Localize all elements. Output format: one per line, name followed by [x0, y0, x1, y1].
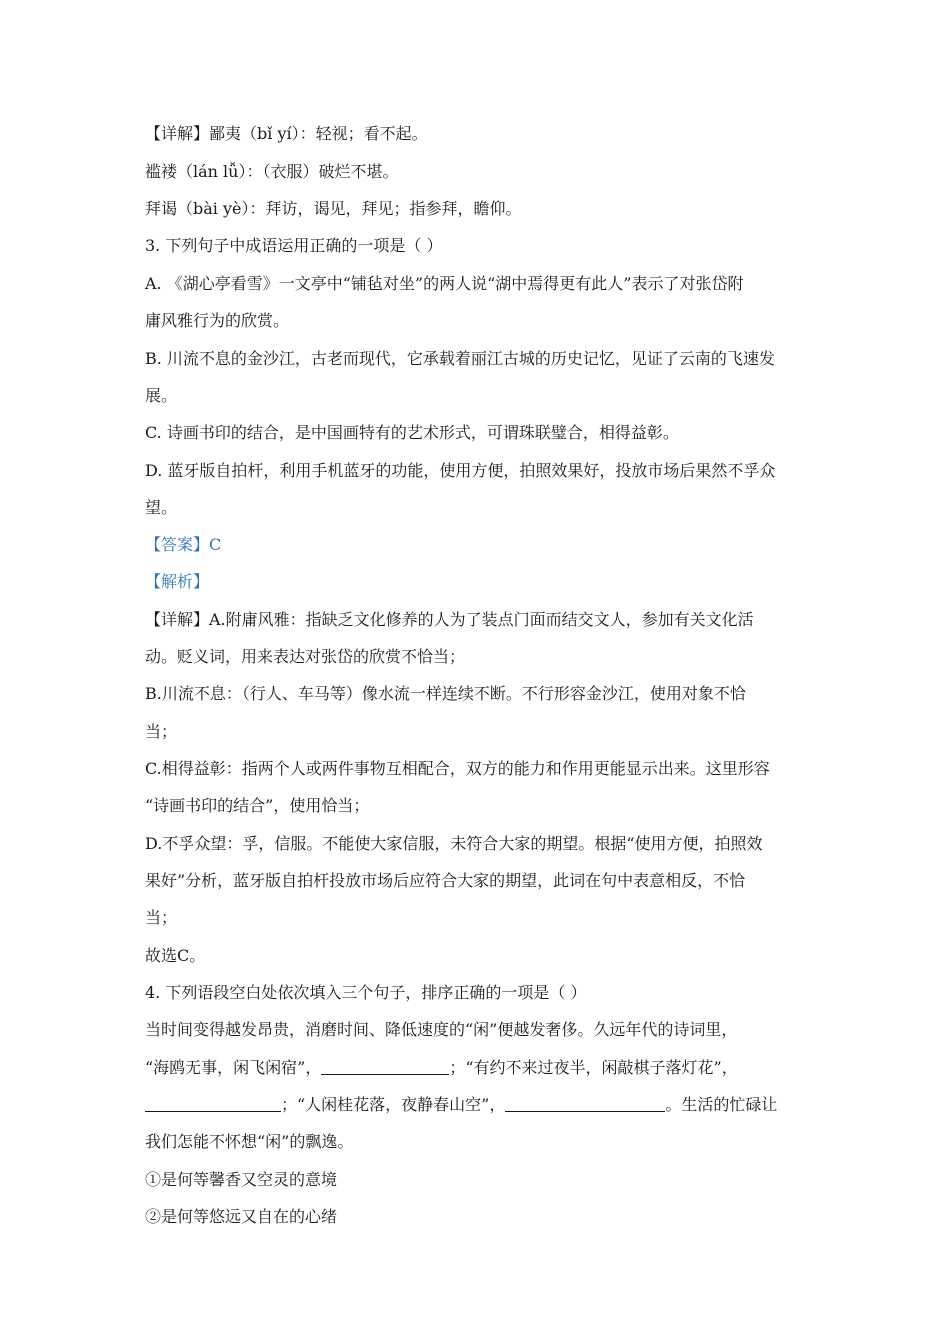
detail-line: 当；: [145, 722, 178, 741]
option-b-cont: 展。: [145, 386, 178, 405]
fill-blank: [145, 1097, 281, 1112]
detail-line: C.相得益彰：指两个人或两件事物互相配合，双方的能力和作用更能显示出来。这里形容: [145, 759, 770, 778]
detail-line: 动。贬义词，用来表达对张岱的欣赏不恰当；: [145, 647, 466, 666]
option-a: A. 《湖心亭看雪》一文亭中“铺毡对坐”的两人说“湖中焉得更有此人”表示了对张岱附: [145, 274, 744, 293]
detail-line: 果好”分析，蓝牙版自拍杆投放市场后应符合大家的期望，此词在句中表意相反，不恰: [145, 871, 746, 890]
explanation-line: 拜谒（bài yè）：拜访，谒见，拜见；指参拜，瞻仰。: [145, 199, 522, 218]
option-c: C. 诗画书印的结合，是中国画特有的艺术形式，可谓珠联璧合，相得益彰。: [145, 423, 679, 442]
passage-text: ；“有约不来过夜半，闲敲棋子落灯花”，: [449, 1058, 738, 1077]
question-4-stem: 4. 下列语段空白处依次填入三个句子，排序正确的一项是（ ）: [145, 983, 587, 1002]
option-b: B. 川流不息的金沙江，古老而现代，它承载着丽江古城的历史记忆，见证了云南的飞速发: [145, 349, 775, 368]
passage-text: ；“人闲桂花落，夜静春山空”，: [281, 1095, 506, 1114]
option-d: D. 蓝牙版自拍杆，利用手机蓝牙的功能，使用方便，拍照效果好，投放市场后果然不孚众: [145, 461, 776, 480]
detail-line: “诗画书印的结合”，使用恰当；: [145, 796, 370, 815]
option-d-cont: 望。: [145, 498, 178, 517]
explanation-line: 【详解】鄙夷（bǐ yí）：轻视；看不起。: [145, 124, 428, 143]
fill-blank: [321, 1060, 449, 1075]
sentence-option-2: ②是何等悠远又自在的心绪: [145, 1207, 338, 1226]
option-a-cont: 庸风雅行为的欣赏。: [145, 311, 290, 330]
answer-label: 【答案】C: [145, 535, 222, 554]
sentence-option-1: ①是何等馨香又空灵的意境: [145, 1170, 338, 1189]
conclusion-line: 故选C。: [145, 946, 206, 965]
passage-text: “海鸥无事，闲飞闲宿”，: [145, 1058, 322, 1077]
passage-line-blanks-1: [145, 1058, 738, 1078]
detail-line: 【详解】A.附庸风雅：指缺乏文化修养的人为了装点门面而结交文人，参加有关文化活: [145, 610, 754, 629]
question-3-stem: 3. 下列句子中成语运用正确的一项是（ ）: [145, 236, 443, 255]
passage-line: 我们怎能不怀想“闲”的飘逸。: [145, 1132, 354, 1151]
passage-text: 。生活的忙碌让: [665, 1095, 778, 1114]
passage-line: 当时间变得越发昂贵，消磨时间、降低速度的“闲”便越发奢侈。久远年代的诗词里，: [145, 1020, 738, 1039]
explanation-line: 褴褛（lán lǚ）：（衣服）破烂不堪。: [145, 162, 399, 181]
analysis-label: 【解析】: [145, 572, 210, 591]
passage-line-blanks-2: [145, 1095, 777, 1115]
detail-line: 当；: [145, 908, 178, 927]
fill-blank: [505, 1097, 665, 1112]
detail-line: B.川流不息：（行人、车马等）像水流一样连续不断。不行形容金沙江，使用对象不恰: [145, 684, 746, 703]
detail-line: D.不孚众望：孚，信服。不能使大家信服，未符合大家的期望。根据“使用方便，拍照效: [145, 834, 763, 853]
